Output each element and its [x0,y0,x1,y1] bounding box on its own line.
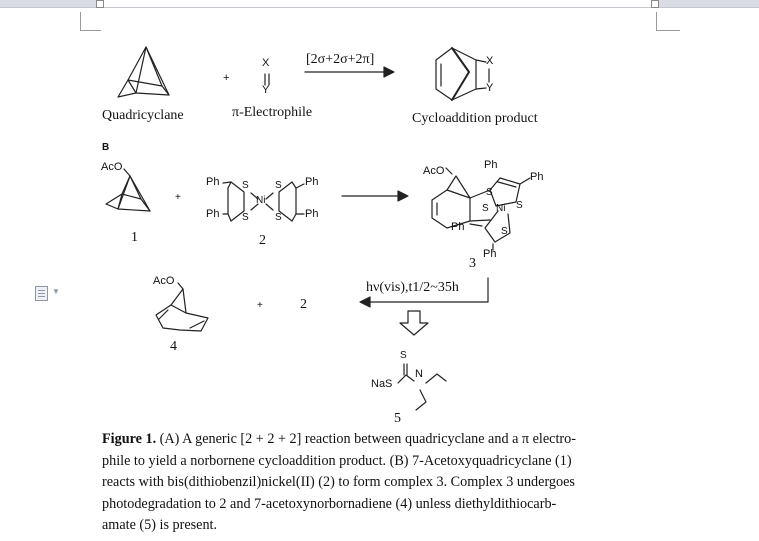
caption-line-4: photodegradation to 2 and 7-acetoxynorbornadiene (4) unless diethyldithiocarb- [102,495,557,512]
compound-3-phenyl-label: Ph [451,221,465,233]
dropdown-caret-icon[interactable]: ▼ [52,287,60,296]
caption-line-2: phile to yield a norbornene cycloaddition product. (B) 7-Acetoxyquadricyclane (1) [102,452,572,469]
compound-3-sulfur: S [482,203,489,214]
compound-1-number: 1 [131,230,138,245]
plus-sign-row1: + [223,72,230,84]
compound-2-number-row3: 2 [300,297,307,312]
compound-3-sulfur: S [516,200,523,211]
product-x-atom: X [486,55,494,67]
compound-4-aco-label: AcO [153,275,175,287]
plus-sign-row2: + [175,192,181,203]
compound-3-nickel: Ni [496,203,506,214]
compound-3-sulfur: S [486,187,493,198]
compound-2-sulfur: S [242,180,249,191]
photolysis-conditions: hν(vis),t1/2~35h [366,280,459,295]
compound-5-thione-sulfur: S [400,350,407,361]
compound-5-number: 5 [394,411,401,426]
compound-5-nas-label: NaS [371,378,393,390]
compound-2-phenyl-label: Ph [305,176,319,188]
figure-label: Figure 1. [102,431,157,447]
quadricyclane-structure [118,47,169,97]
compound-4-structure [156,283,208,331]
compound-3-phenyl-label: Ph [530,171,544,183]
electrophile-x-atom: X [262,57,270,69]
caption-line-1 [102,429,662,451]
compound-2-phenyl-label: Ph [206,176,220,188]
compound-3-phenyl-label: Ph [483,248,497,260]
caption-line-3: reacts with bis(dithiobenzil)nickel(II) (2) to form complex 3. Complex 3 undergoes [102,474,575,490]
compound-2-sulfur: S [275,212,282,223]
plus-sign-row3: + [257,300,263,311]
electrophile-label: π-Electrophile [232,105,313,120]
caption-line-5: amate (5) is present. [102,517,218,533]
compound-2-sulfur: S [242,212,249,223]
compound-3-aco-label: AcO [423,165,445,177]
product-y-atom: Y [486,82,494,94]
compound-3-sulfur: S [501,226,508,237]
cycloaddition-conditions: [2σ+2σ+2π] [306,52,375,67]
figure-caption [102,429,662,537]
cycloaddition-product-structure [436,48,489,100]
caption-text: (A) A generic [2 + 2 + 2] reaction between quadricyclane and a π electro- [156,431,576,447]
compound-2-phenyl-label: Ph [206,208,220,220]
compound-1-structure [106,169,150,211]
panel-b-label: B [102,142,110,153]
compound-3-number: 3 [469,256,476,271]
compound-4-number: 4 [170,339,177,354]
compound-2-sulfur: S [275,180,282,191]
compound-2-nickel: Ni [256,195,266,206]
compound-3-phenyl-label: Ph [484,159,498,171]
cycloaddition-product-label: Cycloaddition product [412,111,538,126]
electrophile-y-atom: Y [262,84,270,96]
compound-1-aco-label: AcO [101,161,123,173]
compound-2-phenyl-label: Ph [305,208,319,220]
compound-5-nitrogen: N [415,368,423,380]
quadricyclane-label: Quadricyclane [102,108,184,123]
compound-2-number: 2 [259,233,266,248]
